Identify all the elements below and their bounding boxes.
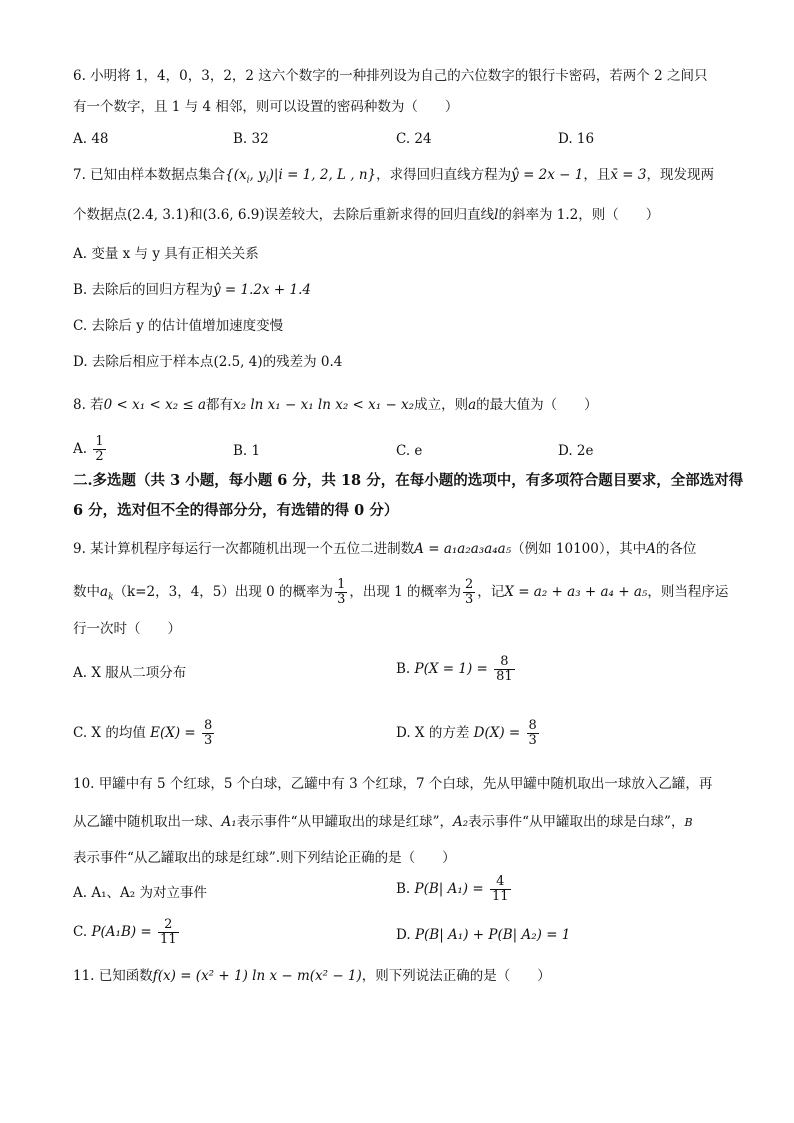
q10-line1: 10. 甲罐中有 5 个红球，5 个白球，乙罐中有 3 个红球，7 个白球，先从甲罐中随机取出一球放入乙罐，再 [73,776,713,792]
q7-option-d: D. 去除后相应于样本点(2.5, 4)的残差为 0.4 [73,354,343,370]
q9-option-a: A. X 服从二项分布 [73,665,187,681]
q9-option-c: C. X 的均值 E(X) = $\frac{8}{3}$ [73,718,213,748]
q9-option-d: D. X 的方差 D(X) = $\frac{8}{3}$ [396,718,537,748]
q8-option-a: A. $\frac{1}{2}$ [73,434,104,464]
q8-option-b: B. 1 [233,443,261,459]
q7-point1: (2.4, 3.1) [127,207,190,223]
q8-inequality: x₂ ln x₁ − x₁ ln x₂ < x₁ − x₂ [233,397,415,413]
q6-option-c: C. 24 [396,131,432,147]
q6-option-d: D. 16 [558,131,595,147]
q6-option-b: B. 32 [233,131,269,147]
q7-option-a: A. 变量 x 与 y 具有正相关关系 [73,246,259,262]
q7-line1: 7. 已知由样本数据点集合{($x_i$, $y_i)|i = 1$, 2, L , n}，求得回归直线方程为ŷ = 2x − 1，且x̄ = 3，现发现两 [73,167,714,186]
q10-option-d: D. P(B| A₁) + P(B| A₂) = 1 [396,927,571,943]
q8-option-d: D. 2e [558,443,594,459]
q10-line3: 表示事件“从乙罐取出的球是红球”.则下列结论正确的是（ ） [73,850,456,866]
q7-x-mean: x̄ = 3 [610,167,647,183]
q9-line2: 数中$a_k(k=2$，3，4，5）出现 0 的概率为 $\frac{1}{3}$ ，出现 1 的概率为 $\frac{2}{3}$ ，记X = a₂ + a₃ + a₄ + a₅，则当程序运 [73,577,729,607]
q10-option-c: C. P(A₁B) = $\frac{2}{11}$ [73,917,177,947]
q8-option-c: C. e [396,443,423,459]
q8-options [73,435,753,465]
q7-option-c: C. 去除后 y 的估计值增加速度变慢 [73,318,284,334]
q9-line3: 行一次时（ ） [73,621,181,637]
q6-line1: 6. 小明将 1，4，0，3，2，2 这六个数字的一种排列设为自己的六位数字的银行卡密码，若两个 2 之间只 [73,68,708,84]
q10-options-ab [73,875,753,909]
q7-set: {($x_i$, $y_i)|i = 1$, 2, L , n} [225,167,377,186]
q10-option-a: A. A₁、A₂ 为对立事件 [73,885,207,901]
q6-option-a: A. 48 [73,131,109,147]
q7-line2: 个数据点(2.4, 3.1)和(3.6, 6.9)误差较大，去除后重新求得的回归直线l的斜率为 1.2，则（ ） [73,207,660,223]
q11-line1: 11. 已知函数f(x) = (x² + 1) ln x − m(x² − 1)，则下列说法正确的是（ ） [73,968,551,984]
q7-regression-eq: ŷ = 2x − 1 [511,167,584,183]
q7-option-b: B. 去除后的回归方程为ŷ = 1.2x + 1.4 [73,282,311,298]
q9-options-ab [73,655,753,689]
q10-line2: 从乙罐中随机取出一球、A₁表示事件“从甲罐取出的球是红球”，A₂表示事件“从甲罐取出的球是白球”，B [73,814,693,830]
q7-point2: (3.6, 6.9) [202,207,265,223]
q8-condition: 0 < x₁ < x₂ ≤ a [103,397,207,413]
q9-option-b: B. P(X = 1) = $\frac{8}{81}$ [396,654,513,684]
q9-options-cd [73,719,753,753]
q10-options-cd [73,918,753,952]
section-title-multiple-choice: 二.多选题（共 3 小题，每小题 6 分，共 18 分，在每小题的选项中，有多项符合题目要求，全部选对得 6 分，选对但不全的得部分分，有选错的得 0 分） [73,472,744,519]
q10-option-b: B. P(B| A₁) = $\frac{4}{11}$ [396,874,509,904]
q11-function: f(x) = (x² + 1) ln x − m(x² − 1) [152,968,362,984]
q6-line2: 有一个数字，且 1 与 4 相邻，则可以设置的密码种数为（ ） [73,99,459,115]
q8-line1: 8. 若0 < x₁ < x₂ ≤ a都有x₂ ln x₁ − x₁ ln x₂ < x₁ − x₂成立，则a的最大值为（ ） [73,397,598,413]
q9-line1: 9. 某计算机程序每运行一次都随机出现一个五位二进制数A = a₁a₂a₃a₄a₅（例如 10100），其中A的各位 [73,541,697,557]
